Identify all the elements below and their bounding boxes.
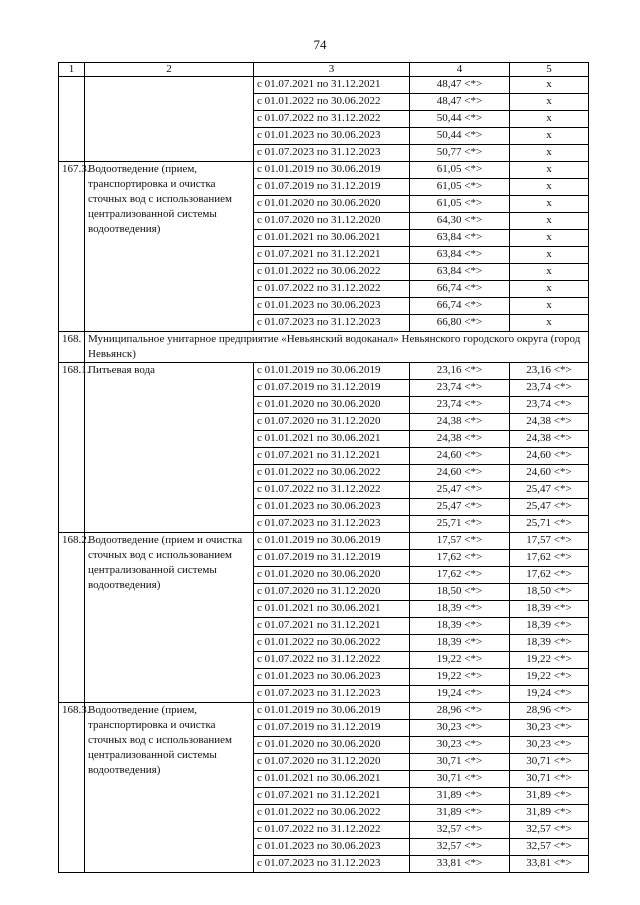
period-cell: с 01.01.2020 по 30.06.2020 xyxy=(254,567,410,584)
period-cell: с 01.01.2020 по 30.06.2020 xyxy=(254,196,410,213)
page-number: 74 xyxy=(313,37,327,52)
tariff-value-cell: 31,89 <*> xyxy=(410,805,510,822)
tariff-vat-cell: х xyxy=(510,264,589,281)
column-number: 4 xyxy=(410,63,510,77)
period-cell: с 01.07.2023 по 31.12.2023 xyxy=(254,315,410,332)
table-row xyxy=(59,162,589,179)
column-number: 2 xyxy=(85,63,254,77)
column-number: 1 xyxy=(59,63,85,77)
tariff-vat-cell: 33,81 <*> xyxy=(510,856,589,873)
period-cell: с 01.01.2021 по 30.06.2021 xyxy=(254,431,410,448)
period-cell: с 01.07.2021 по 31.12.2021 xyxy=(254,247,410,264)
period-cell: с 01.07.2020 по 31.12.2020 xyxy=(254,213,410,230)
period-cell: с 01.01.2020 по 30.06.2020 xyxy=(254,737,410,754)
period-cell: с 01.01.2022 по 30.06.2022 xyxy=(254,805,410,822)
tariff-value-cell: 18,39 <*> xyxy=(410,635,510,652)
tariff-vat-cell: 19,22 <*> xyxy=(510,669,589,686)
period-cell: с 01.07.2021 по 31.12.2021 xyxy=(254,618,410,635)
period-cell: с 01.07.2023 по 31.12.2023 xyxy=(254,856,410,873)
tariff-vat-cell: 17,62 <*> xyxy=(510,567,589,584)
tariff-vat-cell: 18,39 <*> xyxy=(510,635,589,652)
tariff-vat-cell: х xyxy=(510,230,589,247)
period-cell: с 01.07.2019 по 31.12.2019 xyxy=(254,720,410,737)
item-number: 168. xyxy=(59,332,85,363)
tariff-value-cell: 50,44 <*> xyxy=(410,111,510,128)
tariff-vat-cell: 18,39 <*> xyxy=(510,601,589,618)
tariff-vat-cell: 30,23 <*> xyxy=(510,720,589,737)
tariff-vat-cell: 32,57 <*> xyxy=(510,822,589,839)
tariff-value-cell: 50,77 <*> xyxy=(410,145,510,162)
tariff-value-cell: 19,24 <*> xyxy=(410,686,510,703)
tariff-vat-cell: 24,38 <*> xyxy=(510,431,589,448)
service-name: Водоотведение (прием, транспортировка и очистка сточных вод с использованием централизованной системы водоотведения) xyxy=(85,703,254,873)
tariff-vat-cell: х xyxy=(510,213,589,230)
tariff-vat-cell: 25,71 <*> xyxy=(510,516,589,533)
tariff-value-cell: 24,38 <*> xyxy=(410,431,510,448)
tariff-value-cell: 28,96 <*> xyxy=(410,703,510,720)
table-row xyxy=(59,533,589,550)
tariff-vat-cell: 17,62 <*> xyxy=(510,550,589,567)
period-cell: с 01.07.2022 по 31.12.2022 xyxy=(254,652,410,669)
tariff-vat-cell: х xyxy=(510,94,589,111)
period-cell: с 01.01.2019 по 30.06.2019 xyxy=(254,533,410,550)
tariff-vat-cell: 24,60 <*> xyxy=(510,465,589,482)
tariff-vat-cell: 18,39 <*> xyxy=(510,618,589,635)
period-cell: с 01.01.2019 по 30.06.2019 xyxy=(254,363,410,380)
period-cell: с 01.07.2023 по 31.12.2023 xyxy=(254,516,410,533)
tariff-vat-cell: 25,47 <*> xyxy=(510,499,589,516)
tariff-value-cell: 25,47 <*> xyxy=(410,499,510,516)
tariff-value-cell: 33,81 <*> xyxy=(410,856,510,873)
tariff-vat-cell: 31,89 <*> xyxy=(510,805,589,822)
tariff-value-cell: 31,89 <*> xyxy=(410,788,510,805)
service-name xyxy=(85,77,254,162)
tariff-value-cell: 50,44 <*> xyxy=(410,128,510,145)
tariff-vat-cell: х xyxy=(510,315,589,332)
tariff-vat-cell: 19,24 <*> xyxy=(510,686,589,703)
period-cell: с 01.01.2023 по 30.06.2023 xyxy=(254,839,410,856)
tariff-value-cell: 64,30 <*> xyxy=(410,213,510,230)
service-name: Водоотведение (прием и очистка сточных вод с использованием централизованной системы водоотведения) xyxy=(85,533,254,703)
tariff-vat-cell: 19,22 <*> xyxy=(510,652,589,669)
period-cell: с 01.07.2022 по 31.12.2022 xyxy=(254,822,410,839)
tariff-vat-cell: 28,96 <*> xyxy=(510,703,589,720)
period-cell: с 01.07.2022 по 31.12.2022 xyxy=(254,111,410,128)
item-number: 168.3. xyxy=(59,703,85,873)
period-cell: с 01.01.2019 по 30.06.2019 xyxy=(254,703,410,720)
tariff-vat-cell: х xyxy=(510,179,589,196)
tariff-value-cell: 48,47 <*> xyxy=(410,77,510,94)
tariff-value-cell: 30,71 <*> xyxy=(410,754,510,771)
period-cell: с 01.07.2019 по 31.12.2019 xyxy=(254,550,410,567)
period-cell: с 01.07.2021 по 31.12.2021 xyxy=(254,448,410,465)
period-cell: с 01.01.2020 по 30.06.2020 xyxy=(254,397,410,414)
tariff-vat-cell: х xyxy=(510,77,589,94)
tariff-value-cell: 17,62 <*> xyxy=(410,567,510,584)
tariff-vat-cell: 23,74 <*> xyxy=(510,380,589,397)
tariff-value-cell: 66,74 <*> xyxy=(410,298,510,315)
tariff-vat-cell: 30,23 <*> xyxy=(510,737,589,754)
tariff-vat-cell: 24,60 <*> xyxy=(510,448,589,465)
tariff-value-cell: 23,16 <*> xyxy=(410,363,510,380)
item-number: 168.1. xyxy=(59,363,85,533)
table-row xyxy=(59,363,589,380)
item-number: 168.2. xyxy=(59,533,85,703)
tariff-vat-cell: 18,50 <*> xyxy=(510,584,589,601)
period-cell: с 01.01.2023 по 30.06.2023 xyxy=(254,499,410,516)
period-cell: с 01.01.2022 по 30.06.2022 xyxy=(254,264,410,281)
tariff-vat-cell: х xyxy=(510,111,589,128)
tariff-value-cell: 19,22 <*> xyxy=(410,652,510,669)
tariff-table xyxy=(58,62,589,873)
tariff-value-cell: 25,47 <*> xyxy=(410,482,510,499)
tariff-vat-cell: х xyxy=(510,298,589,315)
tariff-value-cell: 48,47 <*> xyxy=(410,94,510,111)
tariff-value-cell: 18,39 <*> xyxy=(410,618,510,635)
organization-name: Муниципальное унитарное предприятие «Невьянский водоканал» Невьянского городского округа (город Невьянск) xyxy=(85,332,589,363)
tariff-value-cell: 61,05 <*> xyxy=(410,162,510,179)
tariff-value-cell: 25,71 <*> xyxy=(410,516,510,533)
tariff-vat-cell: х xyxy=(510,247,589,264)
tariff-value-cell: 23,74 <*> xyxy=(410,397,510,414)
tariff-value-cell: 61,05 <*> xyxy=(410,179,510,196)
period-cell: с 01.07.2019 по 31.12.2019 xyxy=(254,179,410,196)
tariff-value-cell: 17,62 <*> xyxy=(410,550,510,567)
period-cell: с 01.01.2022 по 30.06.2022 xyxy=(254,635,410,652)
period-cell: с 01.07.2020 по 31.12.2020 xyxy=(254,754,410,771)
service-name: Водоотведение (прием, транспортировка и очистка сточных вод с использованием централизованной системы водоотведения) xyxy=(85,162,254,332)
period-cell: с 01.01.2021 по 30.06.2021 xyxy=(254,601,410,618)
tariff-vat-cell: х xyxy=(510,281,589,298)
period-cell: с 01.07.2023 по 31.12.2023 xyxy=(254,145,410,162)
tariff-value-cell: 24,60 <*> xyxy=(410,448,510,465)
period-cell: с 01.01.2021 по 30.06.2021 xyxy=(254,230,410,247)
tariff-value-cell: 66,80 <*> xyxy=(410,315,510,332)
period-cell: с 01.01.2021 по 30.06.2021 xyxy=(254,771,410,788)
tariff-value-cell: 18,50 <*> xyxy=(410,584,510,601)
tariff-value-cell: 63,84 <*> xyxy=(410,247,510,264)
tariff-vat-cell: 30,71 <*> xyxy=(510,771,589,788)
period-cell: с 01.07.2021 по 31.12.2021 xyxy=(254,77,410,94)
period-cell: с 01.07.2023 по 31.12.2023 xyxy=(254,686,410,703)
table-row xyxy=(59,703,589,720)
tariff-value-cell: 61,05 <*> xyxy=(410,196,510,213)
period-cell: с 01.01.2019 по 30.06.2019 xyxy=(254,162,410,179)
period-cell: с 01.01.2022 по 30.06.2022 xyxy=(254,94,410,111)
tariff-vat-cell: 32,57 <*> xyxy=(510,839,589,856)
tariff-vat-cell: 25,47 <*> xyxy=(510,482,589,499)
tariff-vat-cell: х xyxy=(510,196,589,213)
organization-row xyxy=(59,332,589,363)
tariff-value-cell: 63,84 <*> xyxy=(410,264,510,281)
tariff-value-cell: 32,57 <*> xyxy=(410,839,510,856)
tariff-value-cell: 19,22 <*> xyxy=(410,669,510,686)
tariff-value-cell: 30,23 <*> xyxy=(410,737,510,754)
tariff-value-cell: 63,84 <*> xyxy=(410,230,510,247)
tariff-value-cell: 30,23 <*> xyxy=(410,720,510,737)
period-cell: с 01.07.2021 по 31.12.2021 xyxy=(254,788,410,805)
tariff-value-cell: 66,74 <*> xyxy=(410,281,510,298)
tariff-value-cell: 24,38 <*> xyxy=(410,414,510,431)
table-row xyxy=(59,77,589,94)
column-number: 3 xyxy=(254,63,410,77)
column-number-row xyxy=(59,63,589,77)
period-cell: с 01.07.2022 по 31.12.2022 xyxy=(254,482,410,499)
period-cell: с 01.07.2020 по 31.12.2020 xyxy=(254,584,410,601)
tariff-table-body xyxy=(59,63,589,873)
item-number: 167.3. xyxy=(59,162,85,332)
period-cell: с 01.07.2019 по 31.12.2019 xyxy=(254,380,410,397)
tariff-vat-cell: 17,57 <*> xyxy=(510,533,589,550)
period-cell: с 01.01.2023 по 30.06.2023 xyxy=(254,128,410,145)
tariff-vat-cell: 23,16 <*> xyxy=(510,363,589,380)
tariff-vat-cell: 31,89 <*> xyxy=(510,788,589,805)
tariff-vat-cell: 23,74 <*> xyxy=(510,397,589,414)
period-cell: с 01.01.2023 по 30.06.2023 xyxy=(254,298,410,315)
tariff-value-cell: 17,57 <*> xyxy=(410,533,510,550)
service-name: Питьевая вода xyxy=(85,363,254,533)
period-cell: с 01.07.2020 по 31.12.2020 xyxy=(254,414,410,431)
period-cell: с 01.07.2022 по 31.12.2022 xyxy=(254,281,410,298)
tariff-value-cell: 24,60 <*> xyxy=(410,465,510,482)
tariff-value-cell: 30,71 <*> xyxy=(410,771,510,788)
period-cell: с 01.01.2022 по 30.06.2022 xyxy=(254,465,410,482)
period-cell: с 01.01.2023 по 30.06.2023 xyxy=(254,669,410,686)
tariff-vat-cell: 24,38 <*> xyxy=(510,414,589,431)
tariff-vat-cell: 30,71 <*> xyxy=(510,754,589,771)
item-number xyxy=(59,77,85,162)
column-number: 5 xyxy=(510,63,589,77)
tariff-vat-cell: х xyxy=(510,128,589,145)
tariff-value-cell: 23,74 <*> xyxy=(410,380,510,397)
tariff-value-cell: 18,39 <*> xyxy=(410,601,510,618)
tariff-vat-cell: х xyxy=(510,145,589,162)
tariff-value-cell: 32,57 <*> xyxy=(410,822,510,839)
tariff-vat-cell: х xyxy=(510,162,589,179)
